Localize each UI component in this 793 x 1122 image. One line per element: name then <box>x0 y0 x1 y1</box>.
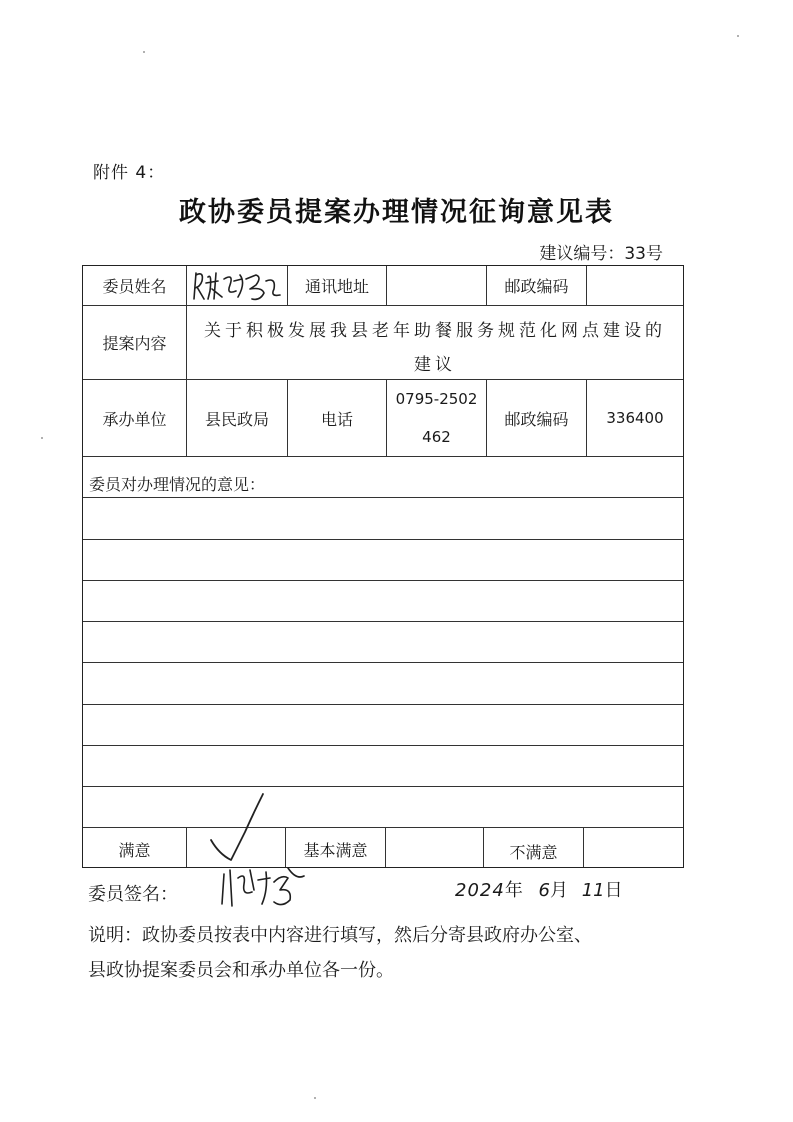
attachment-label: 附件 4： <box>93 163 166 183</box>
basic-satisfied-label: 基本满意 <box>303 841 368 860</box>
address-value <box>387 266 486 305</box>
scan-speck <box>41 437 43 439</box>
satisfied-label: 满意 <box>118 841 151 860</box>
address-label: 通讯地址 <box>304 277 369 296</box>
date-year: 2024 <box>455 880 505 901</box>
postcode-value <box>587 266 683 305</box>
phone-line-1: 0795-2502 <box>395 390 478 408</box>
date-year-char: 年 <box>504 880 523 901</box>
signature-label: 委员签名： <box>88 884 178 905</box>
member-name-signature <box>187 266 287 305</box>
unit-label: 承办单位 <box>102 409 167 429</box>
proposal-label: 提案内容 <box>102 334 167 353</box>
postcode-value-2: 336400 <box>606 409 664 427</box>
unsatisfied-checkbox[interactable] <box>584 828 683 867</box>
scan-speck <box>143 51 145 53</box>
note-line-2: 县政协提案委员会和承办单位各一份。 <box>88 960 394 981</box>
note-line-1: 说明：政协委员按表中内容进行填写，然后分寄县政府办公室、 <box>88 925 592 946</box>
sign-date <box>455 876 623 902</box>
basic-satisfied-checkbox[interactable] <box>386 828 483 867</box>
date-day: 11 <box>581 880 605 901</box>
proposal-line-1: 关于积极发展我县老年助餐服务规范化网点建设的 <box>204 321 666 341</box>
opinion-label: 委员对办理情况的意见： <box>89 475 266 494</box>
checkmark-icon <box>205 792 275 867</box>
unit-value: 县民政局 <box>204 409 269 429</box>
postcode-label-2: 邮政编码 <box>504 409 569 429</box>
date-month-char: 月 <box>550 880 568 901</box>
phone-label: 电话 <box>320 409 353 429</box>
proposal-line-2: 建议 <box>414 355 456 375</box>
phone-line-2: 462 <box>422 428 451 446</box>
scan-speck <box>737 35 739 37</box>
postcode-label: 邮政编码 <box>504 277 569 296</box>
suggestion-number: 建议编号：33号 <box>539 244 663 264</box>
member-signature <box>218 860 308 910</box>
unsatisfied-label: 不满意 <box>509 843 558 862</box>
date-month: 6 <box>538 880 550 901</box>
date-day-char: 日 <box>604 880 623 901</box>
member-name-label: 委员姓名 <box>102 277 167 296</box>
feedback-form-table <box>82 265 684 868</box>
instructions-note <box>88 918 728 988</box>
scan-speck <box>314 1097 316 1099</box>
page-title: 政协委员提案办理情况征询意见表 <box>179 197 614 228</box>
phone-value <box>387 380 486 456</box>
